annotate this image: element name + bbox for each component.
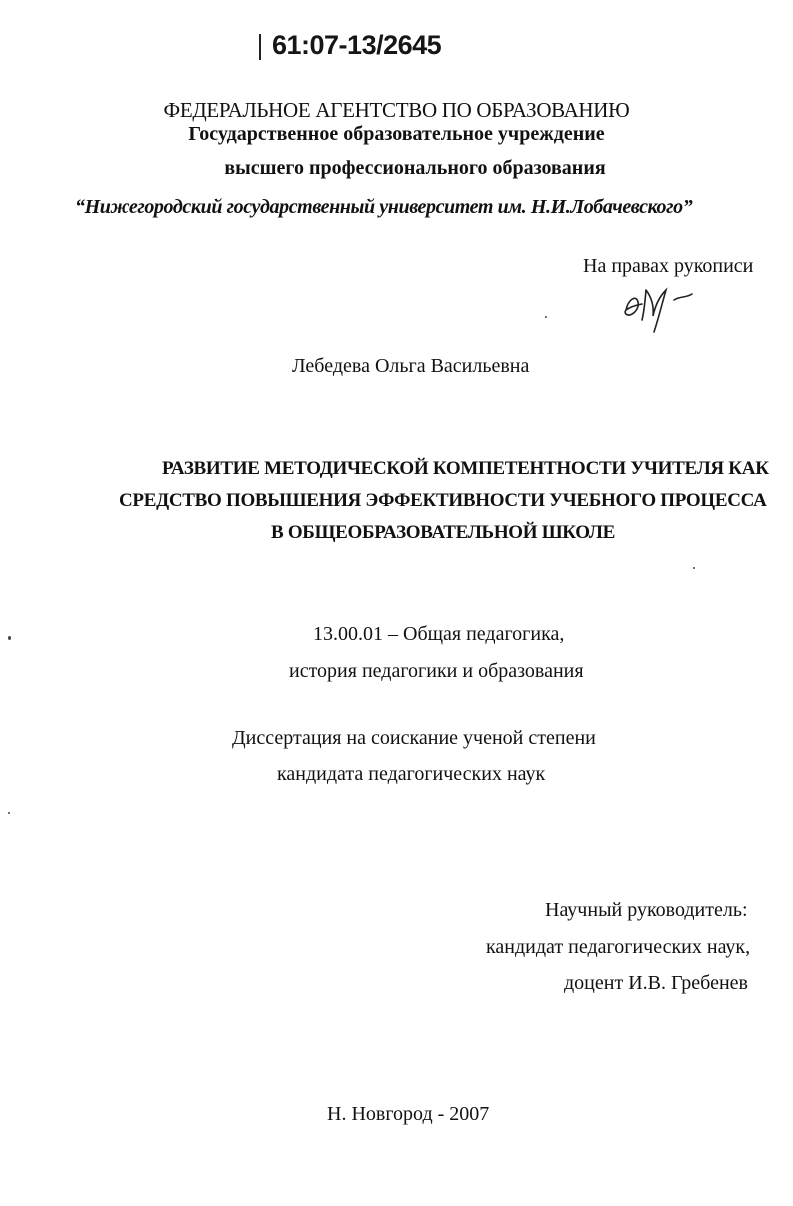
specialty-line-2: история педагогики и образования xyxy=(289,660,584,682)
specialty-line-1: 13.00.01 – Общая педагогика, xyxy=(313,623,565,645)
degree-line-2: кандидата педагогических наук xyxy=(277,763,546,785)
author-name: Лебедева Ольга Васильевна xyxy=(292,355,530,377)
dissertation-title-line-3: В ОБЩЕОБРАЗОВАТЕЛЬНОЙ ШКОЛЕ xyxy=(271,522,616,543)
university-name: “Нижегородский государственный университет им. Н.И.Лобачевского” xyxy=(75,196,693,218)
agency-name: ФЕДЕРАЛЬНОЕ АГЕНТСТВО ПО ОБРАЗОВАНИЮ xyxy=(163,98,630,122)
scan-speck xyxy=(693,567,695,569)
institution-line-1: Государственное образовательное учреждение xyxy=(188,123,605,145)
scan-speck xyxy=(545,316,547,318)
degree-line-1: Диссертация на соискание ученой степени xyxy=(232,727,596,749)
advisor-heading: Научный руководитель: xyxy=(545,899,748,921)
catalog-mark xyxy=(259,34,261,60)
advisor-degree: кандидат педагогических наук, xyxy=(486,936,751,958)
dissertation-title-line-2: СРЕДСТВО ПОВЫШЕНИЯ ЭФФЕКТИВНОСТИ УЧЕБНОГО ПРОЦЕССА xyxy=(119,490,767,511)
signature-icon xyxy=(618,280,708,335)
scan-speck xyxy=(8,812,10,814)
catalog-number: 61:07-13/2645 xyxy=(272,30,442,60)
institution-line-2: высшего профессионального образования xyxy=(224,157,606,179)
manuscript-rights-label: На правах рукописи xyxy=(583,255,754,277)
advisor-name: доцент И.В. Гребенев xyxy=(564,972,748,994)
dissertation-title-line-1: РАЗВИТИЕ МЕТОДИЧЕСКОЙ КОМПЕТЕНТНОСТИ УЧИТЕЛЯ КАК xyxy=(162,458,769,479)
city-year: Н. Новгород - 2007 xyxy=(327,1103,490,1125)
scan-speck xyxy=(8,636,11,640)
